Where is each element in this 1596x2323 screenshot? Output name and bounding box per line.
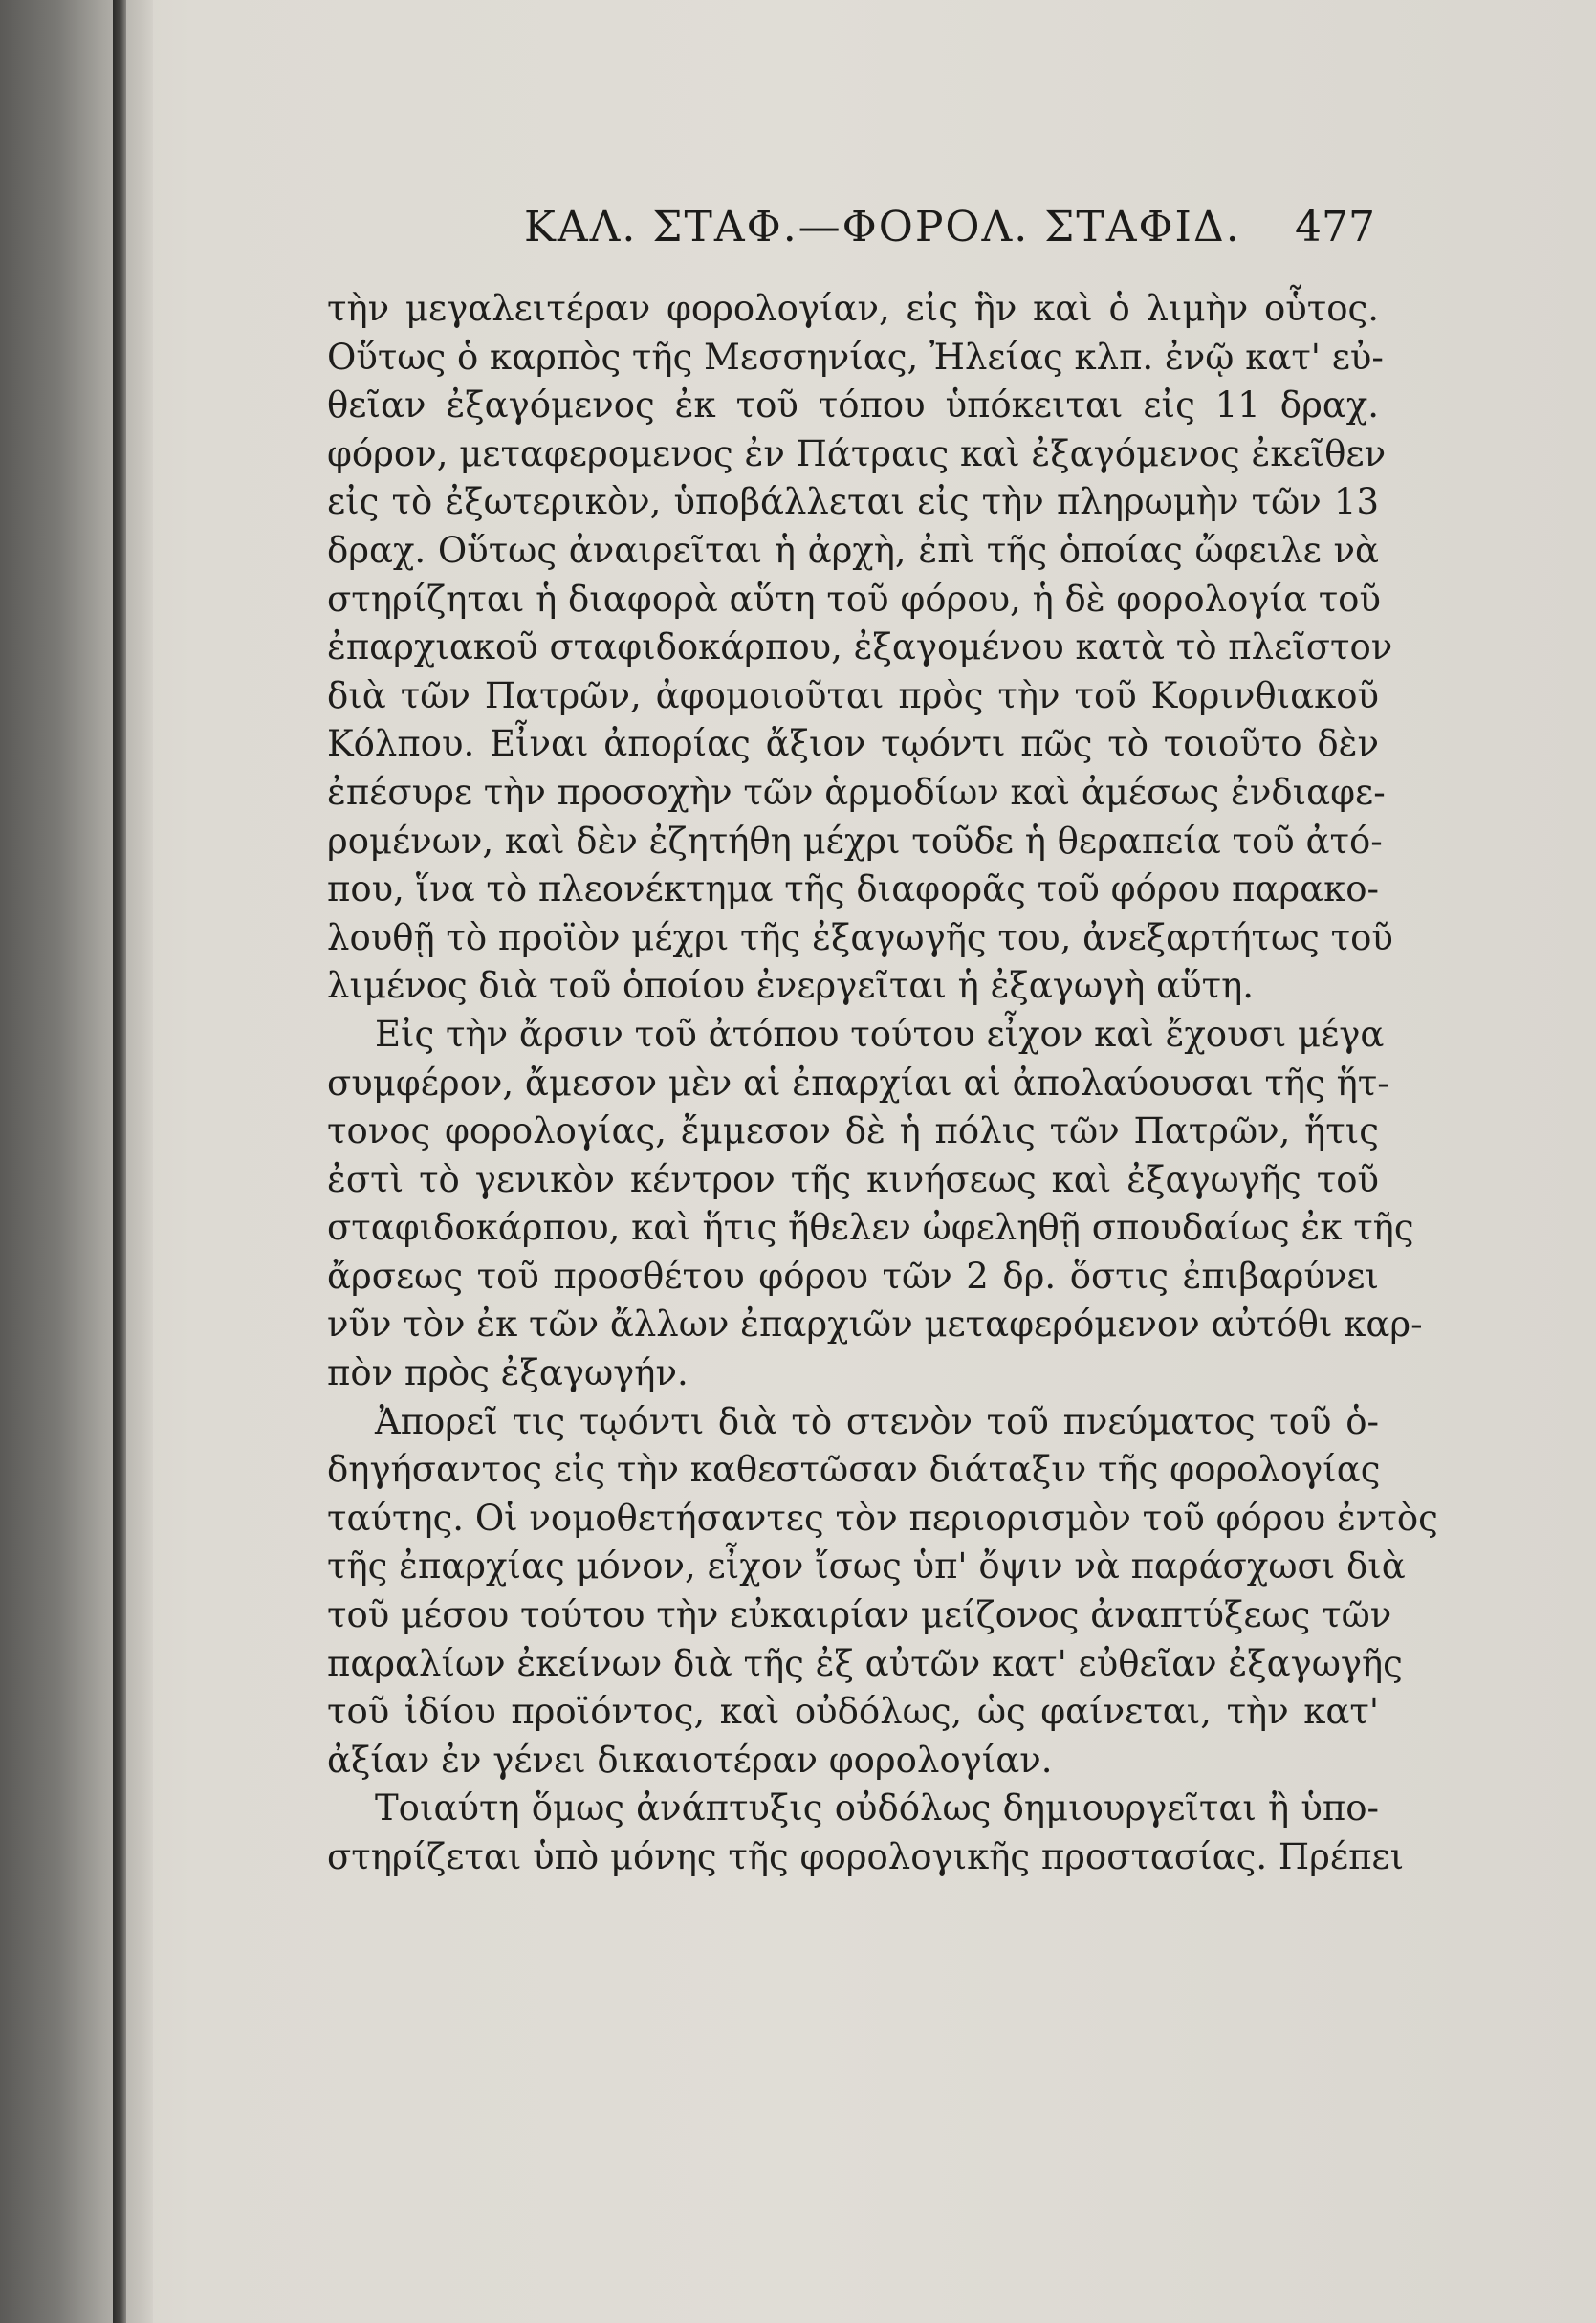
text-line: παραλίων ἐκείνων διὰ τῆς ἐξ αὐτῶν κατ' εὐθεῖαν ἐξαγωγῆς: [327, 1642, 1403, 1684]
text-line: φόρον, μεταφερομενος ἐν Πάτραις καὶ ἐξαγόμενος ἐκεῖθεν: [327, 432, 1387, 474]
text-line: θεῖαν ἐξαγόμενος ἐκ τοῦ τόπου ὑπόκειται εἰς 11 δραχ.: [327, 384, 1379, 427]
text-line: ἐστὶ τὸ γενικὸν κέντρον τῆς κινήσεως καὶ ἐξαγωγῆς τοῦ: [327, 1158, 1379, 1200]
text-line: στηρίζηται ἡ διαφορὰ αὕτη τοῦ φόρου, ἡ δὲ φορολογία τοῦ: [327, 578, 1381, 620]
text-line: Εἰς τὴν ἄρσιν τοῦ ἀτόπου τούτου εἶχον καὶ ἔχουσι μέγα: [375, 1013, 1385, 1055]
text-line: τὴν μεγαλειτέραν φορολογίαν, εἰς ἣν καὶ ὁ λιμὴν οὗτος.: [327, 288, 1379, 329]
text-line: λουθῇ τὸ προϊὸν μέχρι τῆς ἐξαγωγῆς του, ἀνεξαρτήτως τοῦ: [327, 916, 1393, 958]
book-binding-edge: [113, 0, 126, 2323]
text-line: νῦν τὸν ἐκ τῶν ἄλλων ἐπαρχιῶν μεταφερόμενον αὐτόθι καρ-: [327, 1304, 1423, 1346]
text-line: εἰς τὸ ἐξωτερικὸν, ὑποβάλλεται εἰς τὴν πληρωμὴν τῶν 13: [327, 481, 1379, 523]
text-line: τοῦ μέσου τούτου τὴν εὐκαιρίαν μείζονος ἀναπτύξεως τῶν: [327, 1594, 1392, 1636]
text-line: ρομένων, καὶ δὲν ἐζητήθη μέχρι τοῦδε ἡ θεραπεία τοῦ ἀτό-: [327, 820, 1383, 862]
text-line: δραχ. Οὕτως ἀναιρεῖται ἡ ἀρχὴ, ἐπὶ τῆς ὁποίας ὤφειλε νὰ: [327, 529, 1379, 571]
body-text: [327, 285, 1438, 1882]
text-line: τονος φορολογίας, ἔμμεσον δὲ ἡ πόλις τῶν Πατρῶν, ἥτις: [327, 1110, 1379, 1152]
text-line: Ἀπορεῖ τις τῳόντι διὰ τὸ στενὸν τοῦ πνεύματος τοῦ ὁ-: [375, 1400, 1379, 1442]
page-number: 477: [1295, 203, 1375, 252]
text-line: διὰ τῶν Πατρῶν, ἀφομοιοῦται πρὸς τὴν τοῦ Κορινθιακοῦ: [327, 674, 1379, 716]
book-gutter-shadow: [0, 0, 153, 2323]
text-line: ἐπέσυρε τὴν προσοχὴν τῶν ἁρμοδίων καὶ ἀμέσως ἐνδιαφε-: [327, 771, 1386, 813]
text-line: στηρίζεται ὑπὸ μόνης τῆς φορολογικῆς προστασίας. Πρέπει: [327, 1836, 1405, 1877]
text-line: Οὕτως ὁ καρπὸς τῆς Μεσσηνίας, Ἠλείας κλπ. ἐνῷ κατ' εὐ-: [327, 336, 1384, 378]
running-title: ΚΑΛ. ΣΤΑΦ.—ΦΟΡΟΛ. ΣΤΑΦΙΔ.: [524, 203, 1241, 252]
text-line: δηγήσαντος εἰς τὴν καθεστῶσαν διάταξιν τῆς φορολογίας: [327, 1449, 1381, 1491]
running-header: [524, 203, 1375, 270]
text-line: λιμένος διὰ τοῦ ὁποίου ἐνεργεῖται ἡ ἐξαγωγὴ αὕτη.: [327, 965, 1254, 1007]
text-line: ταύτης. Οἱ νομοθετήσαντες τὸν περιορισμὸν τοῦ φόρου ἐντὸς: [327, 1497, 1438, 1539]
text-line: πὸν πρὸς ἐξαγωγήν.: [327, 1352, 689, 1394]
text-line: συμφέρον, ἄμεσον μὲν αἱ ἐπαρχίαι αἱ ἀπολαύουσαι τῆς ἥτ-: [327, 1062, 1389, 1104]
text-line: Κόλπου. Εἶναι ἀπορίας ἄξιον τῳόντι πῶς τὸ τοιοῦτο δὲν: [327, 723, 1379, 765]
text-line: ἄρσεως τοῦ προσθέτου φόρου τῶν 2 δρ. ὅστις ἐπιβαρύνει: [327, 1255, 1379, 1297]
text-line: Τοιαύτη ὅμως ἀνάπτυξις οὐδόλως δημιουργεῖται ἢ ὑπο-: [375, 1787, 1379, 1830]
text-line: ἐπαρχιακοῦ σταφιδοκάρπου, ἐξαγομένου κατὰ τὸ πλεῖστον: [327, 626, 1393, 668]
text-line: τοῦ ἰδίου προϊόντος, καὶ οὐδόλως, ὡς φαίνεται, τὴν κατ': [327, 1691, 1379, 1733]
text-line: τῆς ἐπαρχίας μόνον, εἶχον ἴσως ὑπ' ὄψιν νὰ παράσχωσι διὰ: [327, 1545, 1406, 1588]
text-line: σταφιδοκάρπου, καὶ ἥτις ἤθελεν ὠφεληθῇ σπουδαίως ἐκ τῆς: [327, 1207, 1414, 1249]
text-line: ἀξίαν ἐν γένει δικαιοτέραν φορολογίαν.: [327, 1739, 1053, 1781]
text-line: που, ἵνα τὸ πλεονέκτημα τῆς διαφορᾶς τοῦ φόρου παρακο-: [327, 868, 1379, 910]
